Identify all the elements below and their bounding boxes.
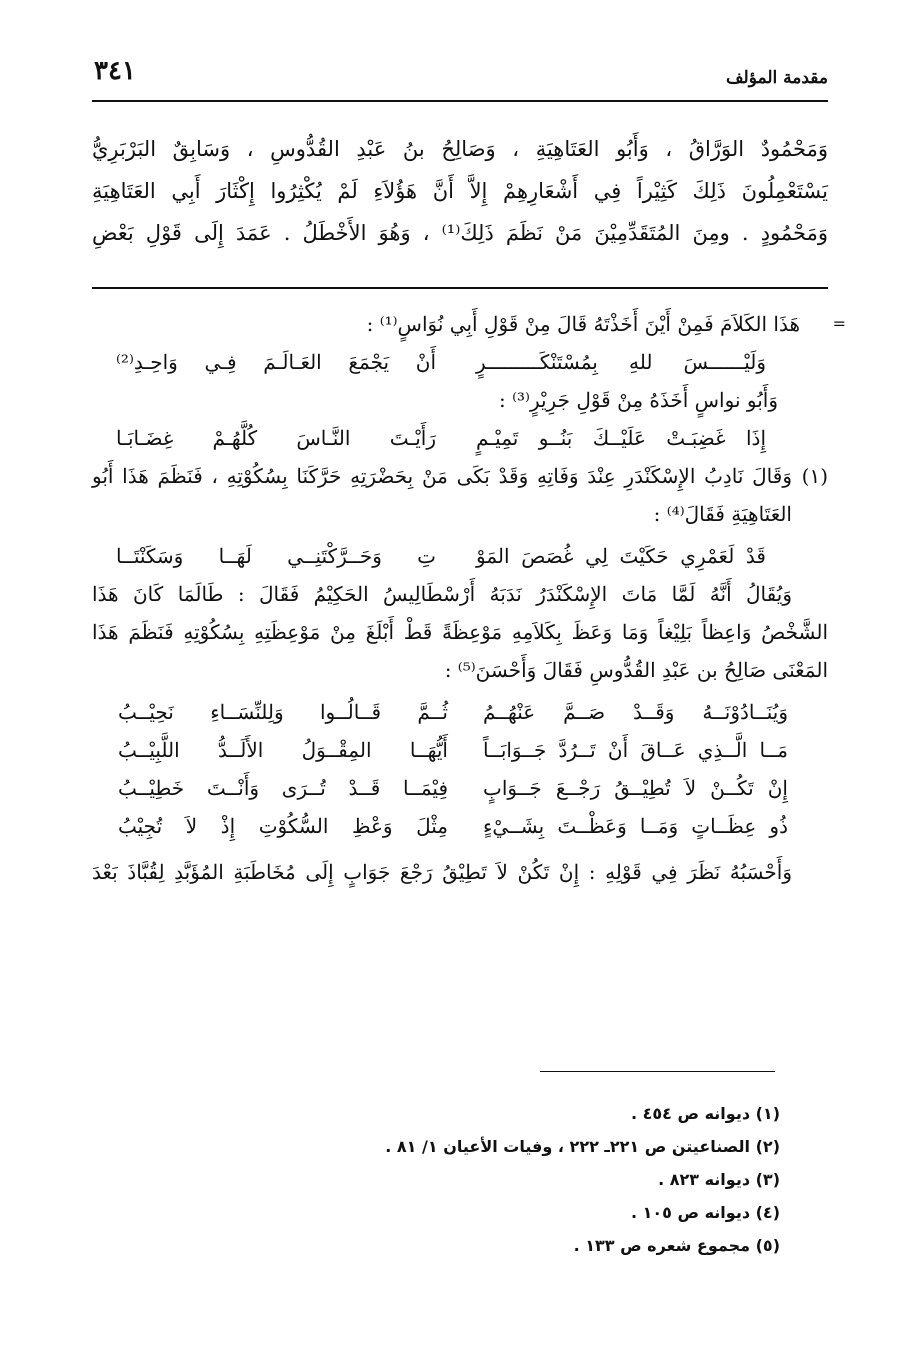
notes-intro-text: هَذَا الكَلاَمَ فَمِنْ أَيْنَ أَخَذْتَهُ قَالَ مِنْ قَوْلِ أَبِي نُوَاسٍ⁽¹⁾ : <box>366 312 800 336</box>
notes-text: وَأَبُو نواسٍ أَخَذَهُ مِنْ قَوْلِ جَرِيْرٍ⁽³⁾ : <box>499 388 778 412</box>
verse-second-hemistich: أَنْ يَجْمَعَ العَـالَـمَ فِـي وَاحِـدِ⁽²⁾ <box>116 350 436 374</box>
notes-section <box>92 305 846 891</box>
continuation-mark: = <box>832 314 846 333</box>
poem-line <box>92 769 828 807</box>
main-text-rule <box>92 287 828 289</box>
verse-second-hemistich: رَأَيْـتَ النَّـاسَ كُلَّهُـمْ غِضَـابَـا <box>116 426 436 450</box>
verse-first-hemistich: إِنْ تَكُــنْ لاَ تُطِيْــقُ رَجْــعَ جَــوَابٍ <box>483 776 788 800</box>
notes-text: وَقَالَ نَادِبُ الإِسْكَنْدَرِ عِنْدَ وَفَاتِهِ وَقَدْ بَكَى مَنْ بِحَضْرَتِهِ حَرَّكَنَا بِسُكُوْتِهِ ، فَنَظَمَ هَذَا أَبُو <box>92 464 792 488</box>
verse-second-hemistich: أَيُّهَــا المِقْــوَلُ الأَلَــدُّ اللَّبِيْــبُ <box>118 738 448 762</box>
notes-paragraph-line: المَعْنَى صَالِحُ بن عَبْدِ القُدُّوسِ فَقَالَ وَأَحْسَنَ⁽⁵⁾ : <box>444 658 828 682</box>
poem-line <box>92 731 828 769</box>
main-text-line: وَمَحْمُودٍ . ومِنَ المُتَقَدِّمِيْنَ مَنْ نَظَمَ ذَلِكَ⁽¹⁾ ، وَهُوَ الأَخْطَلُ . عَمَدَ إِلَى قَوْلِ بَعْضِ <box>92 221 828 245</box>
poem-line <box>92 807 828 845</box>
verse-second-hemistich: مِثْلَ وَعْظِ السُّكُوْتِ إِذْ لاَ تُجِيْبُ <box>118 814 448 838</box>
verse-first-hemistich: ذُو عِظَــاتٍ وَمَــا وَعَظْــتَ بِشَــيْءٍ <box>483 814 788 838</box>
page-header <box>92 54 828 94</box>
verse-first-hemistich: إِذَا غَضِبَـتْ عَلَيْــكَ بَنُــو تَمِيْـمٍ <box>476 426 766 450</box>
header-rule <box>92 100 828 102</box>
footnote-item: (٤) ديوانه ص ١٠٥ . <box>630 1203 780 1222</box>
verse-line <box>92 419 828 457</box>
verse-first-hemistich: مَــا الَّــذِي عَــاقَ أَنْ تَــرُدَّ جَــوَابَــاً <box>483 738 788 762</box>
verse-line <box>92 537 828 575</box>
verse-first-hemistich: وَيُنَــادُوْنَــهُ وَقَــدْ صَــمَّ عَنْهُــمُ <box>483 700 788 724</box>
poem-line <box>92 693 828 731</box>
footnote-item: (٢) الصناعيتن ص ٢٢١ـ ٢٢٢ ، وفيات الأعيان ١/ ٨١ . <box>385 1137 780 1156</box>
main-text-line: وَمَحْمُودٌ الوَرَّاقُ ، وَأَبُو العَتَاهِيَةِ ، وَصَالِحُ بنُ عَبْدِ القُدُّوسِ ، وَسَابِقٌ البَرْبَرِيُّ <box>92 137 828 161</box>
verse-line <box>92 343 828 381</box>
main-text <box>92 128 828 254</box>
page-number: ٣٤١ <box>94 56 136 86</box>
verse-first-hemistich: قَدْ لَعَمْرِي حَكَيْتَ لِي غُصَصَ المَوْ <box>476 544 766 568</box>
notes-paragraph-line: وَيُقَالُ أَنَّهُ لَمَّا مَاتَ الإِسْكَنْدَرُ نَدَبَهُ أَرْسْطَالِيسُ الحَكِيْمُ فَقَالَ : طَالَمَا كَانَ هَذَا <box>92 582 792 606</box>
main-text-line: يَسْتَعْمِلُونَ ذَلِكَ كَثِيْراً فِي أَشْعَارِهِمْ إِلاَّ أَنَّ هَؤُلاَءِ لَمْ يُكْثِرُوا إِكْثَارَ أَبِي العَتَاهِيَةِ <box>92 179 828 203</box>
notes-intro-line <box>92 305 846 343</box>
verse-second-hemistich: ثُــمَّ قَــالُــوا وَلِلنِّسَــاءِ نَحِيْــبُ <box>118 700 448 724</box>
footnotes <box>385 1097 780 1262</box>
footnote-item: (١) ديوانه ص ٤٥٤ . <box>630 1104 780 1123</box>
verse-first-hemistich: وَلَيْــــــسَ للهِ بِمُسْتَنْكَـــــــــرٍ <box>476 350 766 374</box>
footnote-number: (١) <box>801 464 828 488</box>
chapter-title: مقدمة المؤلف <box>725 68 828 88</box>
footnote-rule <box>540 1071 775 1072</box>
footnote-1-line <box>92 457 828 495</box>
verse-second-hemistich: تِ وَحَــرَّكْتَنِــي لَهَــا وَسَكَنْتَــا <box>116 544 436 568</box>
notes-paragraph-line: الشَّخْصُ وَاعِظاً بَلِيْغاً وَمَا وَعَظَ بِكَلاَمِهِ مَوْعِظَةً قَطْ أَبْلَغَ مِنْ مَوْعِظَتِهِ بِسُكُوْتِهِ فَنَظَمَ هَذَا <box>92 620 828 644</box>
notes-text: العَتَاهِيَةِ فَقَالَ⁽⁴⁾ : <box>653 502 792 526</box>
verse-second-hemistich: فِيْمَــا قَــدْ تُــرَى وَأَنْــتَ خَطِيْــبُ <box>118 776 448 800</box>
footnote-item: (٣) ديوانه ٨٢٣ . <box>658 1170 780 1189</box>
notes-text-line <box>92 495 828 533</box>
footnote-item: (٥) مجموع شعره ص ١٣٣ . <box>573 1236 780 1255</box>
notes-text-line <box>92 381 828 419</box>
notes-paragraph-line: وَأَحْسَبُهُ نَظَرَ فِي قَوْلِهِ : إِنْ تَكُنْ لاَ تَطِيْقُ رَجْعَ جَوَابٍ إِلَى مُخَاطَبَةِ المُؤَبَّدِ لِقُبَّاذَ بَعْدَ <box>92 860 792 884</box>
